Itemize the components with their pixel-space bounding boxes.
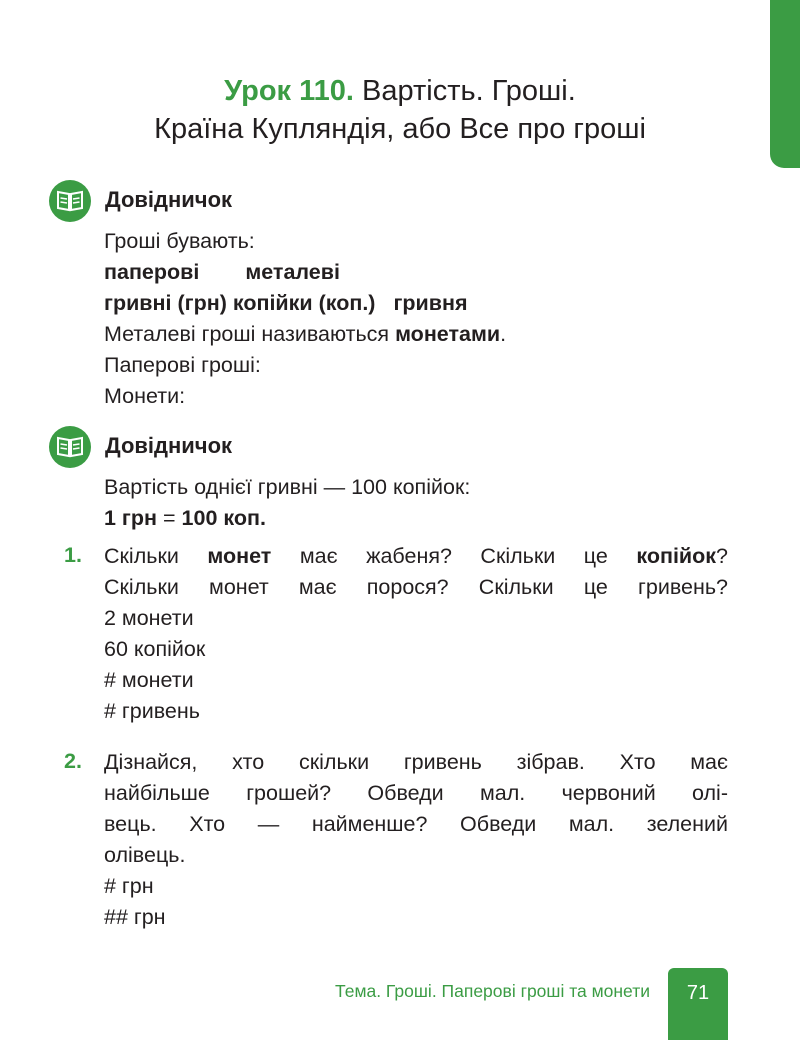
task-text-line: олівець. [104, 843, 186, 867]
answer-line: 60 копійок [104, 637, 206, 661]
task-text-line: Скільки монет має порося? Скільки це гривень? [104, 575, 728, 599]
text-fragment: 1 грн [104, 506, 158, 530]
text-line: Вартість однієї гривні — 100 копійок: [104, 475, 471, 499]
hryvni-label: гривні (грн) [104, 291, 227, 315]
money-types-line [104, 259, 340, 285]
answer-line: ## грн [104, 905, 166, 929]
text-fragment: = [163, 506, 176, 530]
answer-line: # грн [104, 874, 154, 898]
task-text-line [104, 543, 728, 569]
bold-term: монетами [395, 322, 501, 346]
reference-heading: Довідничок [105, 187, 233, 212]
conversion-line [104, 505, 266, 531]
task-number: 1. [64, 543, 82, 567]
footer-topic: Тема. Гроші. Паперові гроші та монети [335, 981, 650, 1001]
answer-line: # монети [104, 668, 194, 692]
coins-definition-line [104, 321, 506, 347]
kopiyky-label: копійки (коп.) [232, 291, 376, 315]
text-fragment: Металеві гроші називаються [104, 322, 390, 346]
metal-label: металеві [245, 260, 340, 284]
lesson-number: Урок 110. [224, 75, 354, 107]
title-topic: Вартість. Гроші. [362, 75, 576, 107]
text-fragment: 100 коп. [181, 506, 266, 530]
lesson-title [0, 72, 800, 148]
reference-heading: Довідничок [105, 433, 233, 458]
open-book-icon [49, 180, 91, 222]
text-line: Гроші бувають: [104, 229, 255, 253]
task-text-line: Дізнайся, хто скільки гривень зібрав. Хто має [104, 750, 728, 774]
title-line-1 [0, 72, 800, 110]
page-number-box [668, 968, 728, 1040]
text-line: Паперові гроші: [104, 353, 261, 377]
title-line-2: Країна Купляндія, або Все про гроші [154, 113, 646, 145]
task-text-line: найбільше грошей? Обведи мал. червоний олі- [104, 781, 728, 805]
open-book-icon [49, 426, 91, 468]
paper-label: паперові [104, 260, 200, 284]
task-number: 2. [64, 749, 82, 773]
task-text-line: вець. Хто — найменше? Обведи мал. зелений [104, 812, 728, 836]
bold-term: копійок [636, 544, 717, 568]
page-number: 71 [686, 982, 710, 1004]
text-fragment: ? [716, 544, 728, 568]
currency-units-line [104, 290, 468, 316]
text-fragment: має жабеня? Скільки це [299, 544, 608, 568]
text-line: Монети: [104, 384, 186, 408]
bold-term: монет [207, 544, 272, 568]
text-fragment: . [500, 322, 507, 346]
answer-line: # гривень [104, 699, 200, 723]
hryvnia-label: гривня [393, 291, 468, 315]
answer-line: 2 монети [104, 606, 194, 630]
text-fragment: Скільки [104, 544, 179, 568]
